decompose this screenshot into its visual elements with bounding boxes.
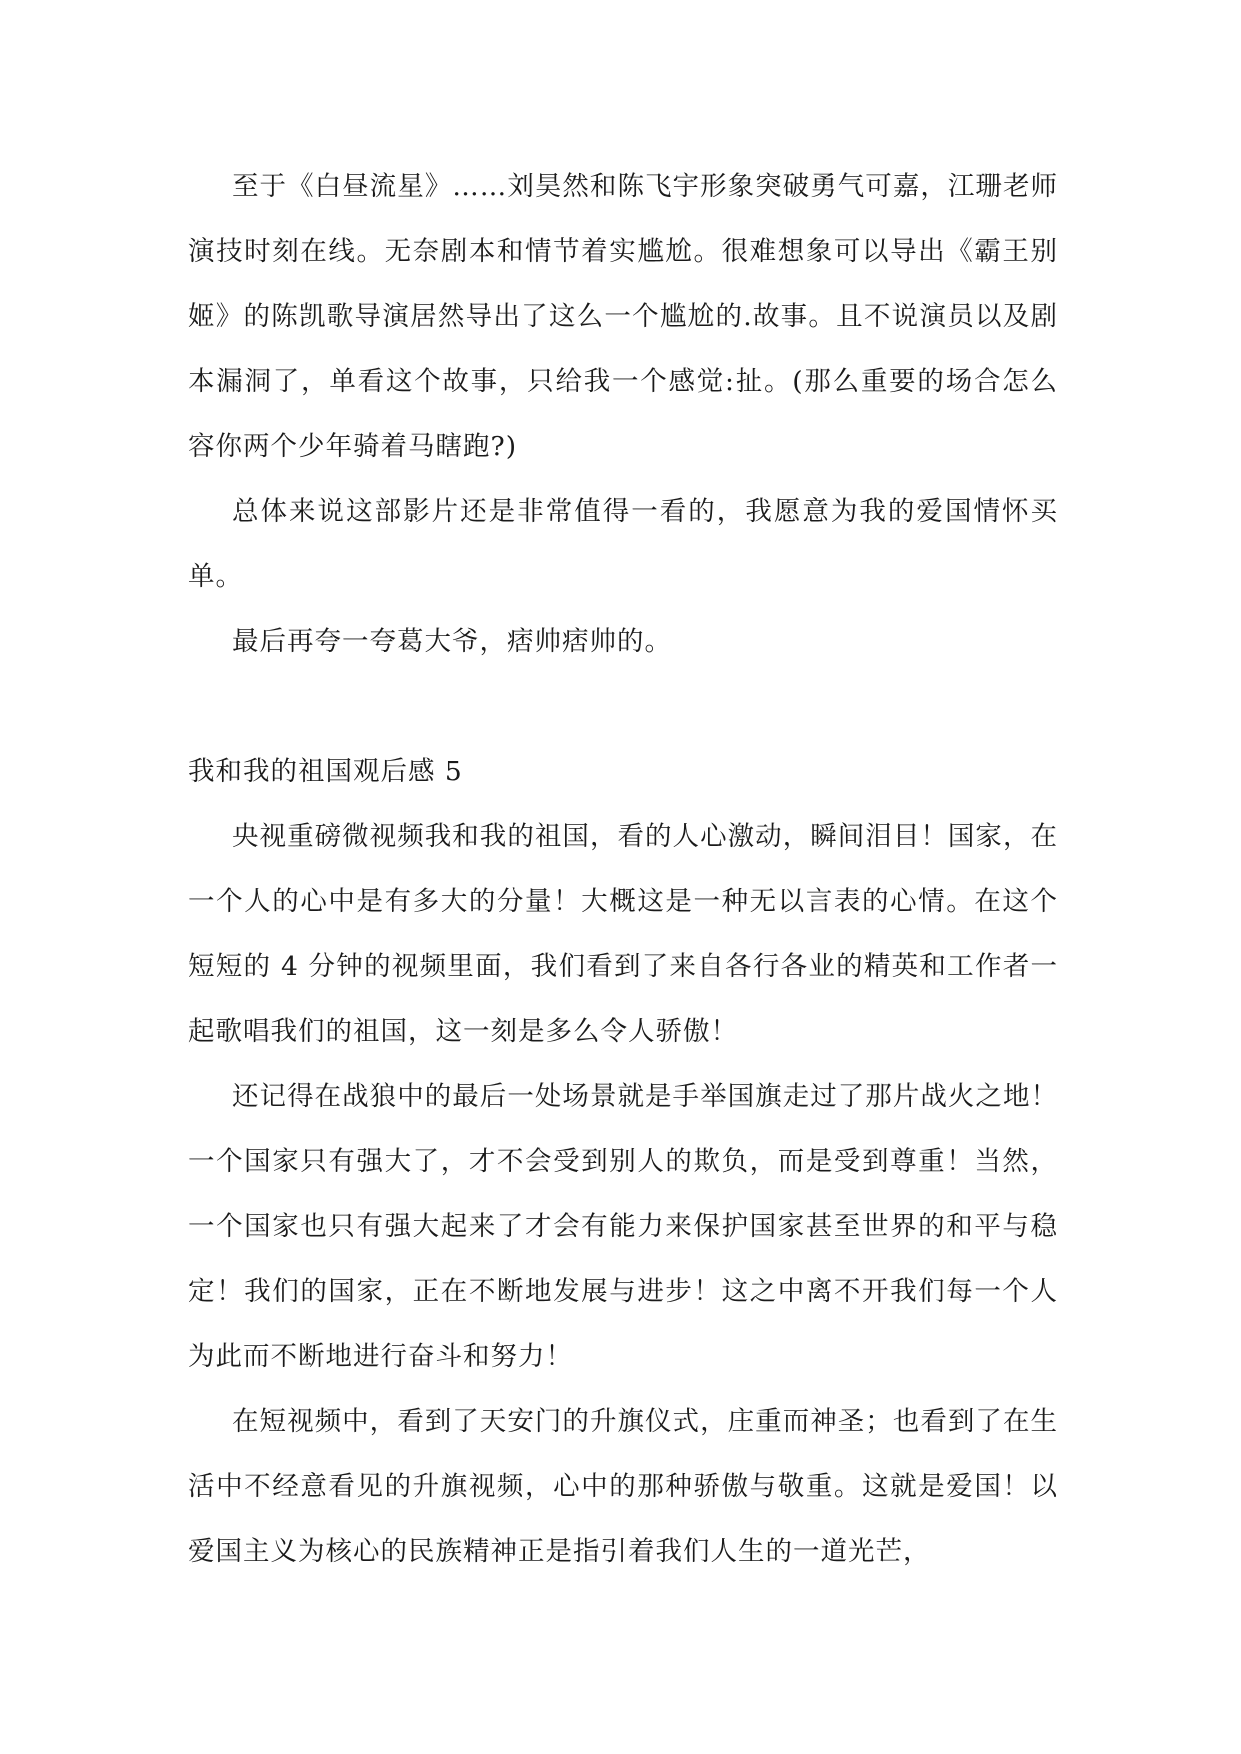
paragraph: 央视重磅微视频我和我的祖国，看的人心激动，瞬间泪目！国家，在一个人的心中是有多大的分量！大概这是一种无以言表的心情。在这个短短的 4 分钟的视频里面，我们看到了来自各行各业的精英和工作者一起歌唱我们的祖国，这一刻是多么令人骄傲！ [188, 821, 1058, 1047]
paragraph: 最后再夸一夸葛大爷，痞帅痞帅的。 [232, 626, 672, 657]
document-body [188, 154, 1058, 1584]
paragraph: 还记得在战狼中的最后一处场景就是手举国旗走过了那片战火之地！一个国家只有强大了，才不会受到别人的欺负，而是受到尊重！当然，一个国家也只有强大起来了才会有能力来保护国家甚至世界的和平与稳定！我们的国家，正在不断地发展与进步！这之中离不开我们每一个人为此而不断地进行奋斗和努力！ [188, 1081, 1058, 1372]
paragraph: 总体来说这部影片还是非常值得一看的，我愿意为我的爱国情怀买单。 [188, 496, 1058, 592]
section-heading: 我和我的祖国观后感 5 [188, 756, 463, 787]
paragraph: 在短视频中，看到了天安门的升旗仪式，庄重而神圣；也看到了在生活中不经意看见的升旗视频，心中的那种骄傲与敬重。这就是爱国！以爱国主义为核心的民族精神正是指引着我们人生的一道光芒， [188, 1406, 1058, 1567]
paragraph: 至于《白昼流星》……刘昊然和陈飞宇形象突破勇气可嘉，江珊老师演技时刻在线。无奈剧本和情节着实尴尬。很难想象可以导出《霸王别姬》的陈凯歌导演居然导出了这么一个尴尬的.故事。且不说演员以及剧本漏洞了，单看这个故事，只给我一个感觉:扯。(那么重要的场合怎么容你两个少年骑着马瞎跑?) [188, 171, 1058, 462]
